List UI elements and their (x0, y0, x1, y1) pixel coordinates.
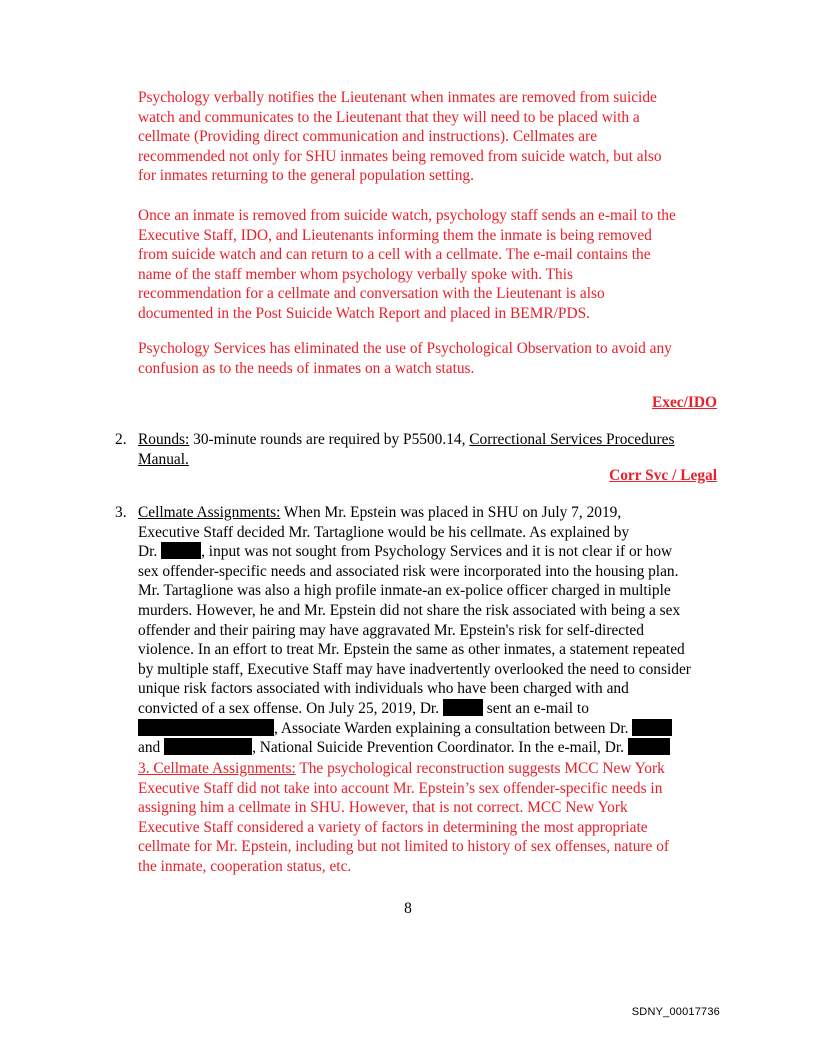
item-text: , input was not sought from Psychology Services and it is not clear if or how (201, 543, 673, 561)
text-line: recommended not only for SHU inmates being removed from suicide watch, but also (138, 147, 662, 165)
text-line: assigning him a cellmate in SHU. However, that is not correct. MCC New York (138, 799, 628, 817)
responsible-party-heading-exec-ido: Exec/IDO (652, 394, 717, 411)
manual-title: Manual. (138, 450, 189, 468)
text-line: violence. In an effort to treat Mr. Epstein the same as other inmates, a statement repeated (138, 641, 685, 659)
item-term: Cellmate Assignments: (138, 504, 281, 521)
item-text: When Mr. Epstein was placed in SHU on July 7, 2019, (280, 504, 622, 521)
item-number: 2. (115, 431, 127, 448)
response-paragraph-cellmate-assignments (138, 759, 724, 877)
text-line: Executive Staff, IDO, and Lieutenants informing them the inmate is being removed (138, 226, 652, 244)
text-line: Psychology verbally notifies the Lieutenant when inmates are removed from suicide (138, 89, 657, 106)
text-line (138, 719, 724, 739)
text-line: from suicide watch and can return to a cell with a cellmate. The e-mail contains the (138, 246, 651, 264)
text-line: watch and communicates to the Lieutenant that they will need to be placed with a (138, 108, 640, 126)
text-line (138, 699, 724, 719)
text-line: documented in the Post Suicide Watch Report and placed in BEMR/PDS. (138, 304, 591, 322)
text-line: cellmate (Providing direct communication and instructions). Cellmates are (138, 128, 598, 146)
text-line (138, 503, 724, 523)
response-paragraph-psych-observation (138, 339, 724, 378)
text-line: unique risk factors associated with individuals who have been charged with and (138, 680, 629, 698)
text-line: Mr. Tartaglione was also a high profile inmate-an ex-police officer charged in multiple (138, 582, 671, 600)
text-line (138, 542, 724, 562)
response-text: The psychological reconstruction suggests MCC New York (295, 760, 665, 777)
item-number: 3. (115, 504, 127, 521)
item-term: Rounds: (138, 431, 190, 448)
text-line: name of the staff member whom psychology verbally spoke with. This (138, 265, 573, 283)
response-term: 3. Cellmate Assignments: (138, 760, 296, 777)
text-line: Once an inmate is removed from suicide watch, psychology staff sends an e-mail to the (138, 207, 676, 224)
redaction-box (161, 542, 201, 559)
redaction-box (164, 738, 252, 755)
redaction-box (632, 719, 672, 736)
text-line: sex offender-specific needs and associated risk were incorporated into the housing plan. (138, 562, 679, 580)
text-line: Executive Staff decided Mr. Tartaglione would be his cellmate. As explained by (138, 523, 630, 541)
text-line (138, 738, 724, 758)
item-text: , National Suicide Prevention Coordinator. In the e-mail, Dr. (252, 739, 628, 757)
text-line: confusion as to the needs of inmates on a watch status. (138, 359, 475, 377)
text-line (138, 759, 724, 779)
text-line: Executive Staff did not take into account Mr. Epstein’s sex offender-specific needs in (138, 779, 663, 797)
item-text: Dr. (138, 543, 162, 561)
response-paragraph-email-notification (138, 206, 724, 324)
text-line: offender and their pairing may have aggravated Mr. Epstein's risk for self-directed (138, 621, 644, 639)
text-line: cellmate for Mr. Epstein, including but not limited to history of sex offenses, nature of (138, 838, 670, 856)
text-line: Executive Staff considered a variety of factors in determining the most appropriate (138, 818, 648, 836)
response-paragraph-cellmate-notification (138, 88, 724, 186)
responsible-party-heading-corr-svc-legal: Corr Svc / Legal (609, 467, 717, 484)
text-line: Psychology Services has eliminated the use of Psychological Observation to avoid any (138, 340, 672, 357)
redaction-box (443, 699, 483, 716)
text-line: for inmates returning to the general population setting. (138, 167, 474, 185)
item-text: 30-minute rounds are required by P5500.14, (189, 431, 470, 448)
redaction-box (138, 719, 274, 736)
text-line: by multiple staff, Executive Staff may have inadvertently overlooked the need to consider (138, 660, 691, 678)
manual-title: Correctional Services Procedures (469, 431, 675, 448)
item-text: sent an e-mail to (482, 699, 589, 717)
item-text: convicted of a sex offense. On July 25, 2019, Dr. (138, 699, 443, 717)
text-line: murders. However, he and Mr. Epstein did not share the risk associated with being a sex (138, 601, 681, 619)
item-text: , Associate Warden explaining a consultation between Dr. (274, 719, 633, 737)
redaction-box (628, 738, 670, 755)
page-number: 8 (404, 900, 412, 917)
item-text: and (138, 739, 165, 757)
text-line: recommendation for a cellmate and conversation with the Lieutenant is also (138, 285, 605, 303)
bates-number: SDNY_00017736 (631, 1006, 720, 1018)
text-line: the inmate, cooperation status, etc. (138, 857, 352, 875)
text-line (138, 430, 724, 450)
